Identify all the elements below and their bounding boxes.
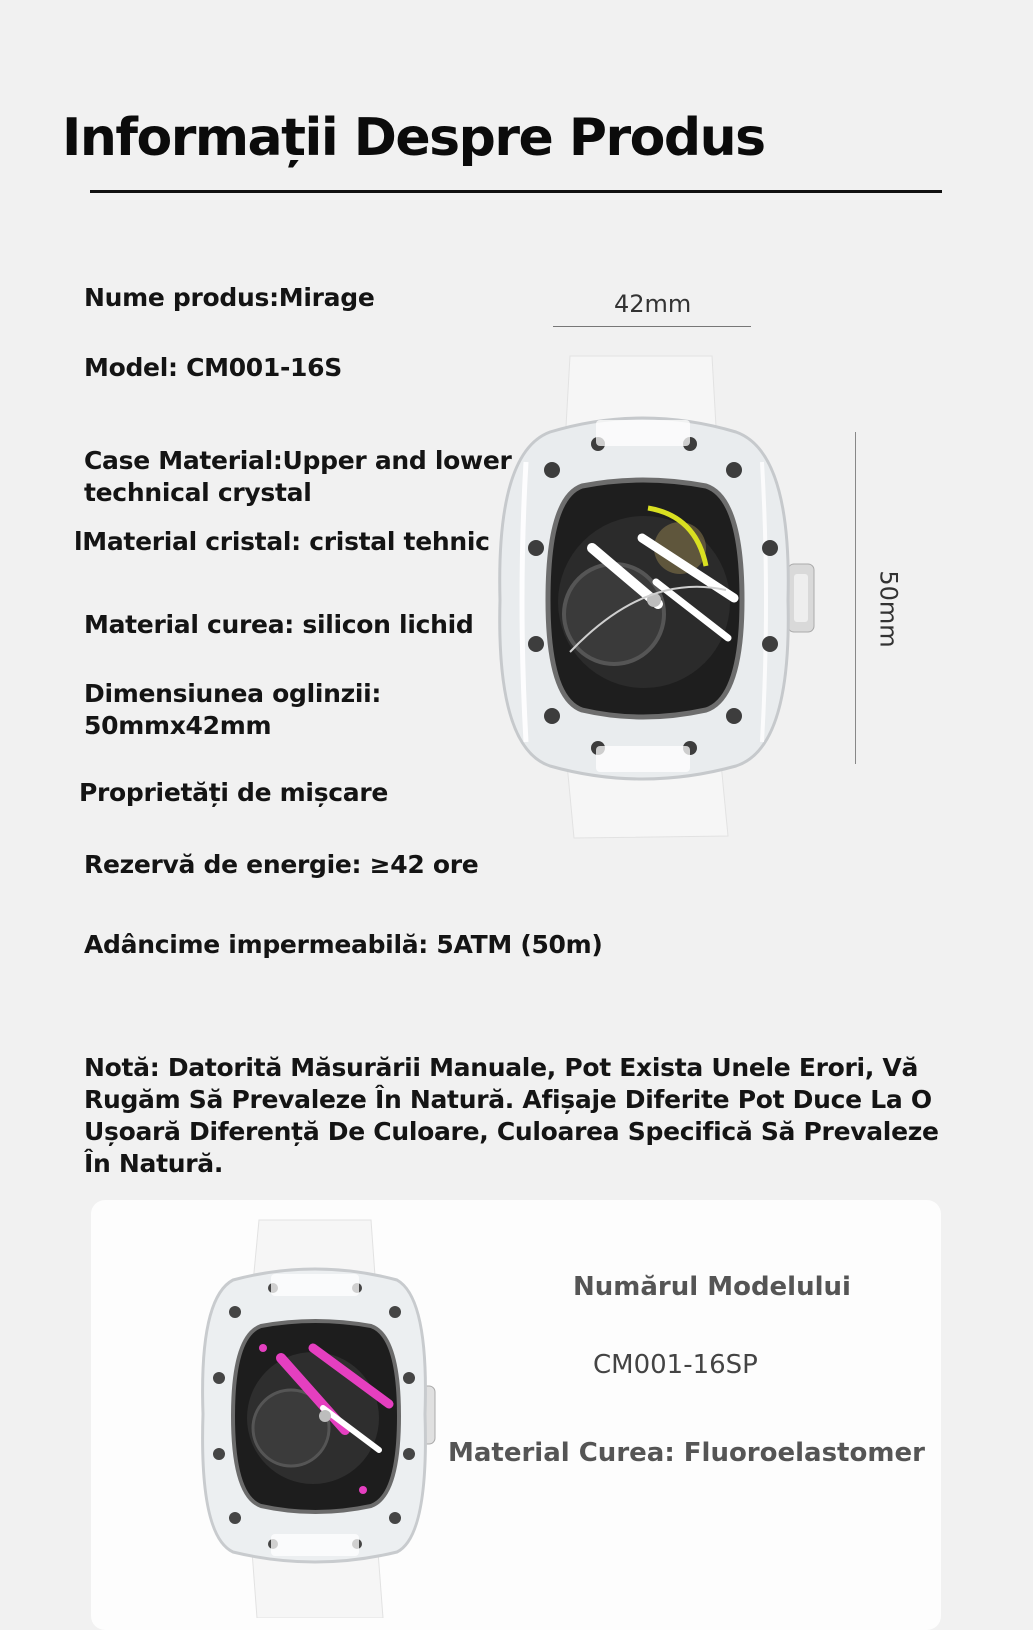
spec-power-reserve: Rezervă de energie: ≥42 ore <box>84 850 479 879</box>
model-number-heading: Numărul Modelului <box>573 1272 851 1302</box>
variant-card <box>91 1200 941 1630</box>
spec-case-material-line1: Case Material:Upper and lower <box>84 446 512 475</box>
width-dimension-label: 42mm <box>614 290 692 318</box>
height-dimension-label: 50mm <box>874 570 903 648</box>
spec-product-name: Nume produs:Mirage <box>84 283 375 312</box>
spec-water-resistance: Adâncime impermeabilă: 5ATM (50m) <box>84 930 603 959</box>
watch-image <box>496 352 836 842</box>
spec-case-material-line2: technical crystal <box>84 478 312 507</box>
height-dimension-line <box>855 432 856 764</box>
spec-movement: Proprietăți de mișcare <box>79 778 389 807</box>
variant-watch-image <box>193 1218 453 1618</box>
spec-mirror-size-line1: Dimensiunea oglinzii: <box>84 679 382 708</box>
spec-mirror-size-line2: 50mmx42mm <box>84 711 272 740</box>
page-title: Informații Despre Produs <box>62 108 765 168</box>
spec-crystal-material: lMaterial cristal: cristal tehnic <box>74 527 490 556</box>
model-number-value: CM001-16SP <box>593 1350 758 1380</box>
disclaimer-note: Notă: Datorită Măsurării Manuale, Pot Exista Unele Erori, Vă Rugăm Să Prevaleze În Natură. Afișaje Diferite Pot Duce La O Ușoară Diferență De Culoare, Culoarea Specifică Să Prevaleze În Natură. <box>84 1053 939 1178</box>
width-dimension-line <box>553 326 751 327</box>
spec-strap-material: Material curea: silicon lichid <box>84 610 474 639</box>
variant-strap-material: Material Curea: Fluoroelastomer <box>448 1438 925 1468</box>
spec-model: Model: CM001-16S <box>84 353 342 382</box>
title-divider <box>90 190 942 193</box>
